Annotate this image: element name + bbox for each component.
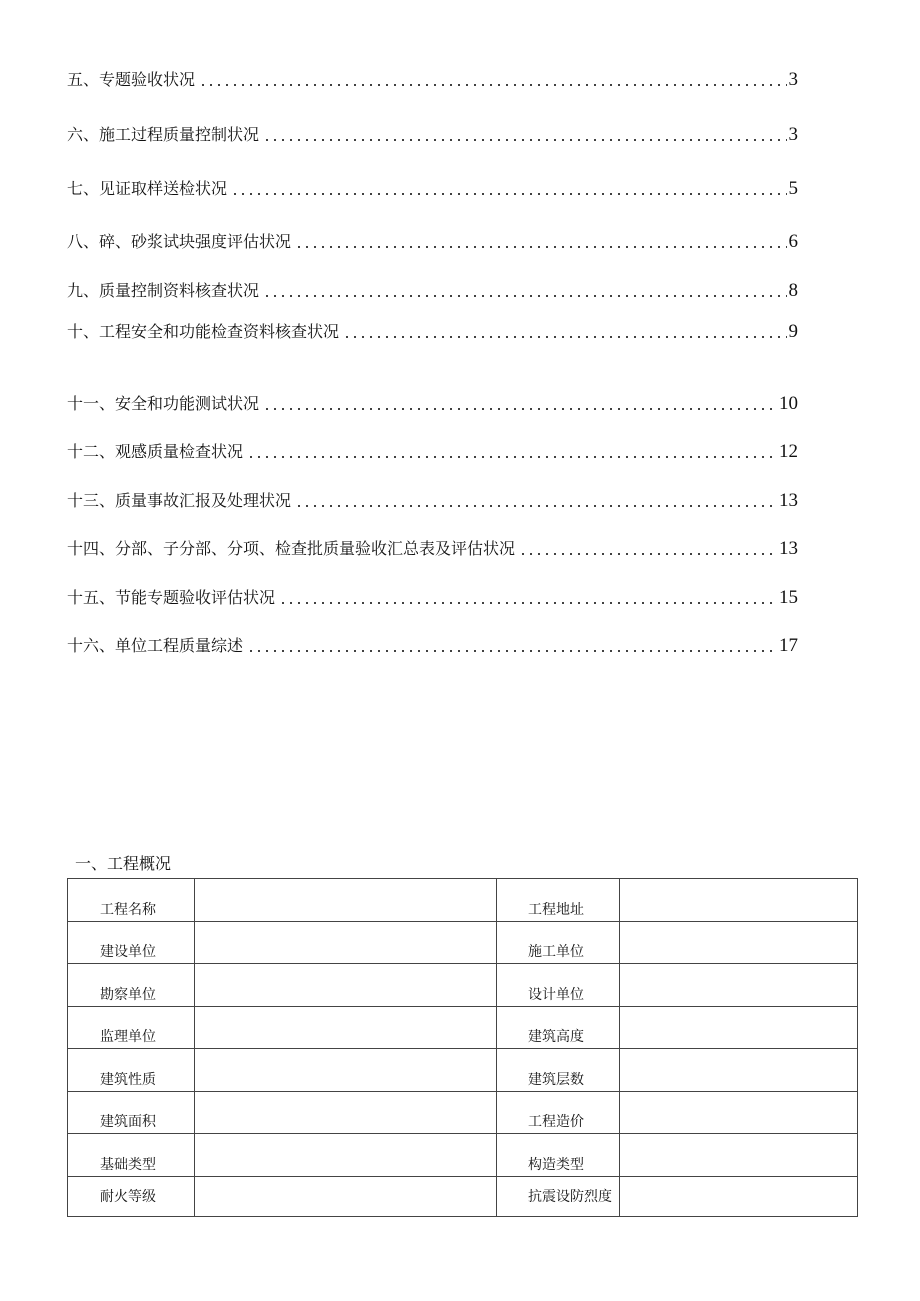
toc-entry-page: 13 xyxy=(779,538,798,559)
toc-entry xyxy=(67,632,798,656)
toc-entry xyxy=(67,584,798,608)
toc-dot-leader xyxy=(519,542,777,556)
toc-dot-leader xyxy=(247,639,777,653)
value-building-area[interactable] xyxy=(195,1091,497,1134)
table-row xyxy=(68,1176,858,1217)
toc-dot-leader xyxy=(247,445,777,459)
value-supervision-unit[interactable] xyxy=(195,1006,497,1049)
value-structure-type[interactable] xyxy=(620,1134,858,1177)
label-project-cost: 工程造价 xyxy=(497,1091,620,1134)
toc-entry-title: 十六、单位工程质量综述 xyxy=(67,636,244,655)
toc-entry-title: 十三、质量事故汇报及处理状况 xyxy=(67,491,292,510)
label-building-nature: 建筑性质 xyxy=(68,1049,195,1092)
toc-dot-leader xyxy=(263,128,786,142)
toc-entry-page: 17 xyxy=(779,635,798,656)
toc-entry-title: 九、质量控制资料核查状况 xyxy=(67,281,260,300)
toc-entry xyxy=(67,487,798,511)
value-fire-rating[interactable] xyxy=(195,1176,497,1217)
toc-entry-title: 十二、观感质量检查状况 xyxy=(67,442,244,461)
table-row xyxy=(68,1049,858,1092)
toc-entry-page: 3 xyxy=(788,69,798,90)
label-project-name: 工程名称 xyxy=(68,879,195,922)
toc-entry-page: 5 xyxy=(788,178,798,199)
toc-entry-page: 12 xyxy=(779,441,798,462)
toc-entry-title: 八、碎、砂浆试块强度评估状况 xyxy=(67,232,292,251)
table-row xyxy=(68,921,858,964)
toc-entry-page: 3 xyxy=(788,124,798,145)
toc-entry xyxy=(67,277,798,301)
toc-entry xyxy=(67,535,798,559)
table-row xyxy=(68,879,858,922)
label-floor-count: 建筑层数 xyxy=(497,1049,620,1092)
label-design-unit: 设计单位 xyxy=(497,964,620,1007)
toc-entry xyxy=(67,66,798,90)
toc-dot-leader xyxy=(199,73,786,87)
toc-entry xyxy=(67,175,798,199)
label-contractor: 施工单位 xyxy=(497,921,620,964)
value-contractor[interactable] xyxy=(620,921,858,964)
project-overview-table xyxy=(67,878,858,1217)
label-building-height: 建筑高度 xyxy=(497,1006,620,1049)
toc-entry xyxy=(67,438,798,462)
toc-entry-title: 十一、安全和功能测试状况 xyxy=(67,394,260,413)
value-design-unit[interactable] xyxy=(620,964,858,1007)
toc-dot-leader xyxy=(295,235,786,249)
toc-entry-title: 六、施工过程质量控制状况 xyxy=(67,125,260,144)
toc-dot-leader xyxy=(263,397,777,411)
label-seismic-intensity: 抗震设防烈度 xyxy=(497,1176,620,1217)
toc-entry-title: 十、工程安全和功能检查资料核查状况 xyxy=(67,322,340,341)
toc-entry-page: 10 xyxy=(779,393,798,414)
value-survey-unit[interactable] xyxy=(195,964,497,1007)
toc-entry-title: 五、专题验收状况 xyxy=(67,70,196,89)
toc-entry xyxy=(67,228,798,252)
value-foundation-type[interactable] xyxy=(195,1134,497,1177)
value-floor-count[interactable] xyxy=(620,1049,858,1092)
toc-dot-leader xyxy=(279,591,777,605)
toc-entry xyxy=(67,318,798,342)
value-seismic-intensity[interactable] xyxy=(620,1176,858,1217)
value-building-nature[interactable] xyxy=(195,1049,497,1092)
label-project-address: 工程地址 xyxy=(497,879,620,922)
label-fire-rating: 耐火等级 xyxy=(68,1176,195,1217)
toc-entry-page: 9 xyxy=(788,321,798,342)
toc-dot-leader xyxy=(231,182,786,196)
section-heading: 一、工程概况 xyxy=(75,854,172,873)
table-row xyxy=(68,964,858,1007)
label-survey-unit: 勘察单位 xyxy=(68,964,195,1007)
label-supervision-unit: 监理单位 xyxy=(68,1006,195,1049)
table-row xyxy=(68,1134,858,1177)
toc-entry-page: 6 xyxy=(788,231,798,252)
value-project-name[interactable] xyxy=(195,879,497,922)
toc-entry-title: 十五、节能专题验收评估状况 xyxy=(67,588,276,607)
toc-entry-title: 七、见证取样送检状况 xyxy=(67,179,228,198)
label-construction-owner: 建设单位 xyxy=(68,921,195,964)
toc-dot-leader xyxy=(343,325,786,339)
table-row xyxy=(68,1006,858,1049)
table-row xyxy=(68,1091,858,1134)
label-foundation-type: 基础类型 xyxy=(68,1134,195,1177)
toc-dot-leader xyxy=(295,494,777,508)
value-project-address[interactable] xyxy=(620,879,858,922)
toc-entry-page: 8 xyxy=(788,280,798,301)
label-building-area: 建筑面积 xyxy=(68,1091,195,1134)
toc-entry-page: 15 xyxy=(779,587,798,608)
toc-entry-title: 十四、分部、子分部、分项、检查批质量验收汇总表及评估状况 xyxy=(67,539,516,558)
toc-entry xyxy=(67,121,798,145)
value-building-height[interactable] xyxy=(620,1006,858,1049)
value-project-cost[interactable] xyxy=(620,1091,858,1134)
value-construction-owner[interactable] xyxy=(195,921,497,964)
toc-dot-leader xyxy=(263,284,786,298)
toc-entry xyxy=(67,390,798,414)
toc-entry-page: 13 xyxy=(779,490,798,511)
label-structure-type: 构造类型 xyxy=(497,1134,620,1177)
